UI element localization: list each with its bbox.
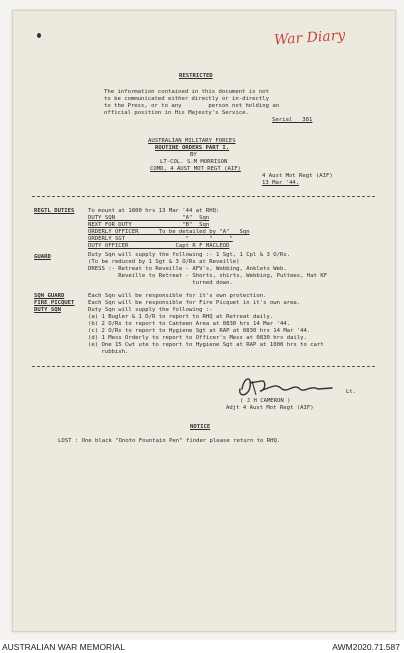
sqn-duty-line: (d) 1 Mess Orderly to report to Officer's Mess at 0830 hrs daily.	[88, 335, 307, 341]
section-heading: DUTY SQN	[34, 307, 61, 313]
title-line: COMD, 4 AUST MOT REGT (AIF)	[150, 166, 241, 172]
signatory-rank: Lt.	[346, 389, 357, 395]
guard-line: turned down.	[88, 280, 233, 286]
guard-line: Reveille to Retreat - Shorts, shirts, Webbing, Puttees, Hat KF	[88, 273, 328, 279]
guard-line: DRESS :- Retreat to Reveille - AFV's, Webbing, Anklets Web.	[88, 266, 287, 272]
notice-line: to the Press, or to any person not holding an	[104, 103, 280, 109]
notice-heading: NOTICE	[190, 424, 211, 430]
notice-line: The information contained in this document is not	[104, 89, 270, 95]
sqn-duty-line: Each Sqn will be responsible for Fire Picquet in it's own area.	[88, 300, 301, 306]
section-divider	[32, 366, 375, 367]
war-diary-annotation: War Diary	[273, 27, 346, 49]
notice-line: to be communicated either directly or in-directly	[104, 96, 270, 102]
sqn-duty-line: (c) 2 O/Rs to report to Hygiene Sgt at RAP at 0830 hrs 14 Mar '44.	[88, 328, 311, 334]
section-heading: FIRE PICQUET	[34, 300, 75, 306]
duty-line: ORDERLY OFFICER To be detailed by "A" Sqn	[88, 229, 250, 235]
title-line: LT-COL. S.M MORRISON	[160, 159, 228, 165]
signatory-name: ( J H CAMERON )	[240, 398, 291, 404]
guard-line: (To be reduced by 1 Sgt & 3 O/Rs at Reveille)	[88, 259, 240, 265]
signatory-title: Adjt 4 Aust Mot Regt (AIF)	[226, 405, 314, 411]
classification-heading: RESTRICTED	[179, 73, 213, 79]
serial-number: Serial 381	[272, 117, 313, 123]
duty-line: DUTY OFFICER Capt R F MACLEOD	[88, 243, 230, 249]
duty-line: NEXT FOR DUTY "B" Sqn	[88, 222, 210, 228]
sqn-duty-line: (b) 2 O/Rs to report to Canteen Area at 0830 hrs 14 Mar '44.	[88, 321, 291, 327]
sqn-duty-line: Each Sqn will be responsible for it's own protection.	[88, 293, 267, 299]
order-date: 13 Mar '44.	[262, 180, 300, 186]
duty-line: DUTY SQN "A" Sqn	[88, 215, 210, 221]
section-divider	[32, 196, 375, 197]
punch-hole	[37, 33, 41, 38]
sqn-duty-line: (a) 1 Bugler & 1 D/R to report to RHQ at Retreat daily.	[88, 314, 274, 320]
title-line: AUSTRALIAN MILITARY FORCES	[148, 138, 236, 144]
guard-line: Duty Sqn will supply the following :- 1 Sgt, 1 Cpl & 3 O/Rs.	[88, 252, 291, 258]
unit-name: 4 Aust Mot Regt (AIF)	[262, 173, 333, 179]
section-heading: GUARD	[34, 254, 51, 260]
section-heading: SQN GUARD	[34, 293, 65, 299]
archive-footer	[0, 640, 404, 653]
duty-line: ORDERLY SGT " " "	[88, 236, 233, 242]
sqn-duty-line: rubbish.	[88, 349, 129, 355]
title-line: ROUTINE ORDERS PART I.	[155, 145, 230, 151]
title-line: BY	[190, 152, 197, 158]
notice-line: official position in His Majesty's Service.	[104, 110, 249, 116]
sqn-duty-line: (e) One 15 Cwt ute to report to Hygiene Sgt at RAP at 1000 hrs to cart	[88, 342, 324, 348]
sqn-duty-line: Duty Sqn will supply the following :-	[88, 307, 213, 313]
archive-name: AUSTRALIAN WAR MEMORIAL	[2, 642, 125, 652]
section-heading: REGTL DUTIES	[34, 208, 75, 214]
duty-line: To mount at 1800 hrs 13 Mar '44 at RHQ:	[88, 208, 220, 214]
lost-notice: LOST : One black "Onoto Fountain Pen" finder please return to RHQ.	[58, 438, 281, 444]
archive-reference: AWM2020.71.587	[332, 642, 400, 652]
signature	[232, 371, 340, 401]
